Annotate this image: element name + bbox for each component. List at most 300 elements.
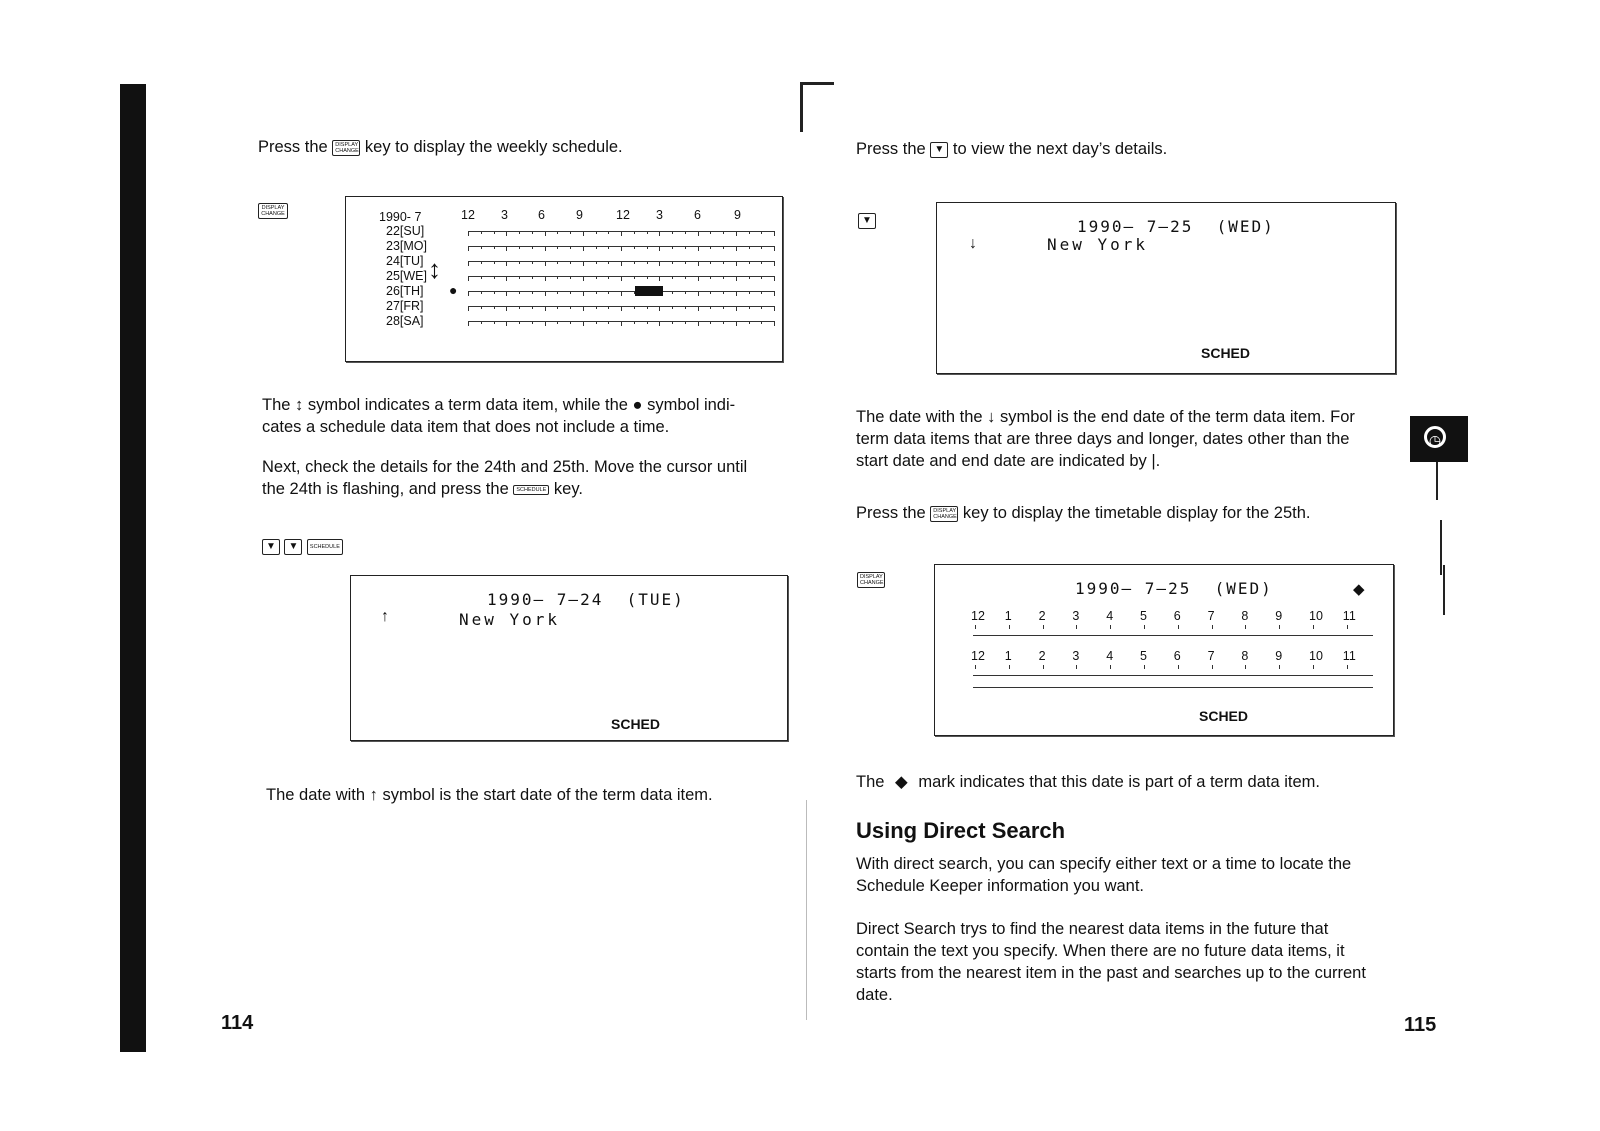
hour-tick — [621, 246, 622, 251]
hour-tick — [506, 231, 507, 236]
hour-tick — [659, 276, 660, 281]
hour-tick — [468, 321, 469, 326]
hour-tick — [736, 276, 737, 281]
hour-tick — [545, 231, 546, 236]
detail-date: 1990— 7—24 (TUE) — [487, 590, 685, 609]
left-paragraph-2 — [262, 456, 802, 500]
schedule-key-icon: SCHEDULE — [513, 485, 549, 495]
hour-tick — [532, 291, 533, 294]
hour-tick — [975, 665, 976, 669]
paragraph-line: term data items that are three days and longer, dates other than the — [856, 430, 1350, 448]
hour-label: 3 — [501, 208, 508, 222]
hour-tick — [481, 321, 482, 324]
hour-tick — [698, 291, 699, 296]
hour-tick — [545, 306, 546, 311]
center-fold-mark — [800, 82, 803, 132]
day-label: 22[SU] — [386, 224, 425, 238]
hour-tick — [698, 231, 699, 236]
hour-tick — [1076, 625, 1077, 629]
right-intro — [856, 138, 1167, 160]
hour-tick — [1144, 625, 1145, 629]
hour-tick — [557, 321, 558, 324]
hour-label: 6 — [694, 208, 701, 222]
key-sequence — [262, 538, 343, 556]
text: symbol indicates a term data item, while the — [307, 396, 628, 414]
hour-tick — [723, 291, 724, 294]
hour-tick — [736, 231, 737, 236]
detail-place: New York — [459, 610, 561, 629]
hour-tick — [557, 306, 558, 309]
text: Press the — [856, 504, 926, 522]
weekly-schedule-display — [345, 196, 783, 362]
section-heading: Using Direct Search — [856, 818, 1066, 843]
display-change-key-icon: DISPLAY CHANGE — [857, 572, 885, 588]
hour-tick — [570, 276, 571, 279]
hour-tick — [685, 276, 686, 279]
hour-tick — [774, 321, 775, 326]
hour-tick — [749, 291, 750, 294]
hour-tick — [749, 321, 750, 324]
paragraph-line — [262, 478, 802, 500]
day-label: 23[MO] — [386, 239, 427, 253]
hour-tick — [685, 231, 686, 234]
hour-tick — [494, 261, 495, 264]
hour-tick — [710, 261, 711, 264]
display-change-key-icon: DISPLAY CHANGE — [332, 140, 360, 156]
timetable-date: 1990— 7—25 (WED) — [1075, 579, 1273, 598]
mode-indicator: SCHED — [1201, 345, 1251, 361]
hour-tick — [659, 231, 660, 236]
hour-tick — [506, 261, 507, 266]
weekly-header: 1990- 7 — [379, 210, 422, 224]
hour-tick — [736, 246, 737, 251]
hour-tick — [532, 246, 533, 249]
timetable-hour-label: 5 — [1140, 649, 1147, 663]
hour-tick — [481, 276, 482, 279]
day-label: 27[FR] — [386, 299, 424, 313]
hour-tick — [1043, 625, 1044, 629]
hour-tick — [672, 246, 673, 249]
hour-tick — [557, 231, 558, 234]
hour-tick — [1110, 665, 1111, 669]
hour-tick — [736, 306, 737, 311]
hour-label: 12 — [461, 208, 475, 222]
timetable-hour-label: 6 — [1173, 609, 1181, 623]
hour-tick — [749, 231, 750, 234]
timetable-hour-label: 11 — [1342, 609, 1356, 623]
hour-tick — [723, 321, 724, 324]
hour-tick — [557, 291, 558, 294]
right-paragraph-4 — [856, 918, 1406, 1006]
timetable-hour-label: 3 — [1072, 649, 1080, 663]
hour-tick — [532, 276, 533, 279]
hour-tick — [761, 231, 762, 234]
hour-tick — [761, 306, 762, 309]
paragraph-line — [262, 394, 802, 416]
timetable-hour-label: 4 — [1106, 649, 1114, 663]
timetable-hour-label: 5 — [1140, 609, 1147, 623]
hour-tick — [519, 321, 520, 324]
hour-tick — [647, 261, 648, 264]
display-change-key-icon: DISPLAY CHANGE — [930, 506, 958, 522]
timetable-hour-label: 10 — [1309, 649, 1323, 663]
hour-tick — [672, 276, 673, 279]
hour-tick — [506, 291, 507, 296]
hour-tick — [659, 306, 660, 311]
hour-tick — [506, 321, 507, 326]
hour-tick — [749, 261, 750, 264]
hour-tick — [596, 276, 597, 279]
timetable-hour-label: 2 — [1038, 649, 1046, 663]
paragraph-line: date. — [856, 986, 893, 1004]
hour-tick — [519, 306, 520, 309]
text: key to display the timetable display for the 25th. — [962, 504, 1311, 522]
hour-tick — [1212, 665, 1213, 669]
hour-tick — [710, 291, 711, 294]
hour-tick — [710, 246, 711, 249]
hour-tick — [774, 276, 775, 281]
hour-tick — [698, 276, 699, 281]
hour-tick — [659, 246, 660, 251]
hour-tick — [761, 291, 762, 294]
hour-tick — [672, 231, 673, 234]
schedule-key-icon: SCHEDULE — [307, 539, 343, 555]
hour-tick — [736, 291, 737, 296]
text: mark indicates that this date is part of a term data item. — [918, 773, 1321, 791]
hour-tick — [570, 306, 571, 309]
hour-tick — [570, 321, 571, 324]
hour-tick — [608, 291, 609, 294]
hour-label: 3 — [656, 208, 663, 222]
down-arrow-key-icon: ▼ — [930, 142, 948, 158]
hour-tick — [749, 246, 750, 249]
hour-tick — [761, 276, 762, 279]
hour-tick — [774, 231, 775, 236]
hour-tick — [583, 246, 584, 251]
paragraph-line: cates a schedule data item that does not include a time. — [262, 418, 670, 436]
hour-tick — [723, 246, 724, 249]
hour-label: 9 — [734, 208, 741, 222]
text: key. — [553, 480, 583, 498]
timetable-hour-label: 10 — [1309, 609, 1323, 623]
hour-tick — [975, 625, 976, 629]
hour-tick — [481, 231, 482, 234]
hour-tick — [583, 276, 584, 281]
hour-tick — [494, 231, 495, 234]
hour-tick — [710, 276, 711, 279]
mode-indicator: SCHED — [611, 716, 661, 732]
right-edge-mark — [1443, 565, 1445, 615]
timetable-hour-label: 1 — [1004, 609, 1012, 623]
hour-tick — [761, 321, 762, 324]
hour-tick — [710, 321, 711, 324]
text: The — [262, 396, 291, 414]
hour-tick — [647, 231, 648, 234]
schedule-dot-icon: ● — [449, 282, 458, 298]
scheduled-block — [635, 286, 663, 296]
hour-tick — [698, 261, 699, 266]
binding-spine — [120, 84, 146, 1052]
hour-tick — [570, 291, 571, 294]
hour-tick — [481, 261, 482, 264]
timetable-line — [973, 635, 1373, 636]
hour-tick — [519, 291, 520, 294]
clock-icon: ◷ — [1424, 426, 1446, 448]
day-label: 25[WE] — [386, 269, 427, 283]
timetable-hour-label: 6 — [1173, 649, 1181, 663]
intro-text-after: key to display the weekly schedule. — [364, 138, 623, 156]
hour-tick — [532, 261, 533, 264]
diamond-icon: ◆ — [895, 773, 908, 791]
hour-tick — [545, 276, 546, 281]
hour-tick — [532, 231, 533, 234]
hour-tick — [1347, 625, 1348, 629]
paragraph-line: Direct Search trys to find the nearest data items in the future that — [856, 920, 1329, 938]
text: the 24th is flashing, and press the — [262, 480, 509, 498]
hour-tick — [749, 276, 750, 279]
timetable-hour-label: 3 — [1072, 609, 1080, 623]
hour-tick — [1009, 665, 1010, 669]
hour-tick — [634, 321, 635, 324]
left-intro — [258, 136, 623, 158]
hour-tick — [723, 306, 724, 309]
text: The — [856, 773, 885, 791]
right-paragraph-1 — [856, 406, 1401, 472]
timetable-hour-label: 1 — [1004, 649, 1012, 663]
right-edge-mark — [1440, 520, 1442, 575]
hour-tick — [481, 291, 482, 294]
hour-tick — [634, 306, 635, 309]
hour-tick — [723, 261, 724, 264]
day-label: 26[TH] — [386, 284, 424, 298]
hour-tick — [672, 291, 673, 294]
hour-tick — [685, 261, 686, 264]
hour-tick — [1313, 625, 1314, 629]
hour-tick — [545, 261, 546, 266]
center-fold-mark-top — [800, 82, 834, 85]
hour-tick — [596, 291, 597, 294]
hour-tick — [583, 306, 584, 311]
hour-tick — [532, 321, 533, 324]
hour-tick — [698, 246, 699, 251]
hour-tick — [621, 261, 622, 266]
hour-tick — [621, 276, 622, 281]
page-number: 114 — [221, 1012, 254, 1034]
hour-tick — [774, 306, 775, 311]
hour-tick — [1043, 665, 1044, 669]
hour-tick — [1245, 665, 1246, 669]
hour-label: 9 — [576, 208, 583, 222]
right-paragraph-2 — [856, 502, 1311, 524]
hour-tick — [710, 306, 711, 309]
hour-tick — [583, 321, 584, 326]
hour-label: 12 — [616, 208, 630, 222]
hour-tick — [1110, 625, 1111, 629]
detail-display-25th — [936, 202, 1396, 374]
timetable-hour-label: 12 — [971, 609, 985, 623]
hour-tick — [608, 261, 609, 264]
hour-tick — [596, 306, 597, 309]
mode-indicator: SCHED — [1199, 708, 1249, 724]
hour-tick — [596, 246, 597, 249]
hour-tick — [481, 246, 482, 249]
hour-tick — [608, 231, 609, 234]
dot-icon: ● — [632, 396, 643, 414]
hour-tick — [1144, 665, 1145, 669]
hour-tick — [494, 291, 495, 294]
hour-tick — [494, 246, 495, 249]
timetable-hour-label: 4 — [1106, 609, 1114, 623]
hour-tick — [1076, 665, 1077, 669]
hour-tick — [647, 246, 648, 249]
timetable-hour-label: 11 — [1342, 649, 1356, 663]
timetable-line — [973, 687, 1373, 688]
hour-tick — [761, 246, 762, 249]
hour-tick — [621, 291, 622, 296]
day-label: 28[SA] — [386, 314, 424, 328]
hour-tick — [1347, 665, 1348, 669]
text: symbol indi- — [647, 396, 736, 414]
hour-tick — [608, 321, 609, 324]
hour-tick — [1279, 625, 1280, 629]
hour-tick — [647, 306, 648, 309]
term-diamond-icon: ◆ — [1353, 581, 1365, 598]
hour-tick — [1279, 665, 1280, 669]
hour-tick — [1212, 625, 1213, 629]
hour-tick — [774, 291, 775, 296]
page-number: 115 — [1404, 1014, 1437, 1036]
hour-tick — [723, 231, 724, 234]
right-paragraph-3 — [856, 853, 1406, 897]
timetable-display — [934, 564, 1394, 736]
hour-tick — [506, 246, 507, 251]
hour-tick — [519, 246, 520, 249]
text: Press the — [856, 140, 926, 158]
hour-tick — [723, 276, 724, 279]
hour-tick — [468, 231, 469, 236]
hour-tick — [570, 246, 571, 249]
hour-tick — [596, 321, 597, 324]
intro-text-before: Press the — [258, 138, 328, 156]
paragraph-line: Schedule Keeper information you want. — [856, 877, 1145, 895]
hour-tick — [506, 276, 507, 281]
timetable-hour-label: 8 — [1241, 649, 1249, 663]
hour-tick — [468, 306, 469, 311]
hour-tick — [532, 306, 533, 309]
down-arrow-key-icon: ▼ — [284, 539, 302, 555]
hour-tick — [583, 261, 584, 266]
down-arrow-key-icon: ▼ — [858, 213, 876, 229]
hour-tick — [596, 261, 597, 264]
hour-tick — [468, 291, 469, 296]
hour-tick — [634, 261, 635, 264]
left-caption: The date with ↑ symbol is the start date of the term data item. — [266, 786, 713, 804]
hour-tick — [608, 306, 609, 309]
hour-tick — [608, 276, 609, 279]
start-arrow-icon: ↑ — [381, 608, 389, 625]
term-arrow-icon: ↕ — [428, 254, 441, 284]
hour-tick — [608, 246, 609, 249]
hour-tick — [1178, 665, 1179, 669]
detail-place: New York — [1047, 235, 1149, 254]
timetable-hour-label: 9 — [1275, 609, 1283, 623]
hour-tick — [698, 321, 699, 326]
hour-tick — [1245, 625, 1246, 629]
end-arrow-icon: ↓ — [969, 235, 977, 252]
timetable-hour-label: 2 — [1038, 609, 1046, 623]
timetable-line — [973, 675, 1373, 676]
hour-tick — [570, 231, 571, 234]
hour-tick — [557, 246, 558, 249]
hour-tick — [634, 231, 635, 234]
left-paragraph-1 — [262, 394, 802, 438]
display-change-key-icon: DISPLAY CHANGE — [258, 203, 288, 219]
hour-tick — [519, 231, 520, 234]
hour-tick — [659, 321, 660, 326]
hour-tick — [468, 276, 469, 281]
hour-tick — [621, 231, 622, 236]
hour-tick — [634, 276, 635, 279]
hour-tick — [494, 306, 495, 309]
hour-tick — [685, 291, 686, 294]
center-fold-line — [806, 800, 807, 1020]
hour-tick — [570, 261, 571, 264]
hour-tick — [1178, 625, 1179, 629]
hour-tick — [621, 306, 622, 311]
down-arrow-key-icon: ▼ — [262, 539, 280, 555]
right-caption — [856, 771, 1320, 793]
hour-label: 6 — [538, 208, 545, 222]
hour-tick — [672, 306, 673, 309]
hour-tick — [545, 321, 546, 326]
hour-tick — [736, 261, 737, 266]
hour-tick — [557, 276, 558, 279]
hour-tick — [647, 276, 648, 279]
hour-tick — [468, 261, 469, 266]
hour-tick — [710, 231, 711, 234]
day-label: 24[TU] — [386, 254, 424, 268]
hour-tick — [468, 246, 469, 251]
hour-tick — [545, 291, 546, 296]
hour-tick — [736, 321, 737, 326]
hour-tick — [506, 306, 507, 311]
hour-tick — [634, 246, 635, 249]
hour-tick — [672, 321, 673, 324]
hour-tick — [647, 321, 648, 324]
hour-tick — [774, 261, 775, 266]
hour-tick — [1009, 625, 1010, 629]
hour-tick — [774, 246, 775, 251]
paragraph-line: With direct search, you can specify either text or a time to locate the — [856, 855, 1352, 873]
hour-tick — [596, 231, 597, 234]
paragraph-line: The date with the ↓ symbol is the end date of the term data item. For — [856, 408, 1355, 426]
hour-tick — [519, 261, 520, 264]
hour-tick — [481, 306, 482, 309]
timetable-hour-label: 7 — [1207, 609, 1215, 623]
hour-tick — [583, 291, 584, 296]
hour-tick — [621, 321, 622, 326]
timetable-hour-label: 9 — [1275, 649, 1283, 663]
hour-tick — [494, 276, 495, 279]
hour-tick — [494, 321, 495, 324]
term-arrow-icon: ↕ — [295, 396, 304, 414]
hour-tick — [672, 261, 673, 264]
hour-tick — [545, 246, 546, 251]
hour-tick — [659, 261, 660, 266]
hour-tick — [519, 276, 520, 279]
timetable-hour-label: 7 — [1207, 649, 1215, 663]
paragraph-line: starts from the nearest item in the past and searches up to the current — [856, 964, 1366, 982]
